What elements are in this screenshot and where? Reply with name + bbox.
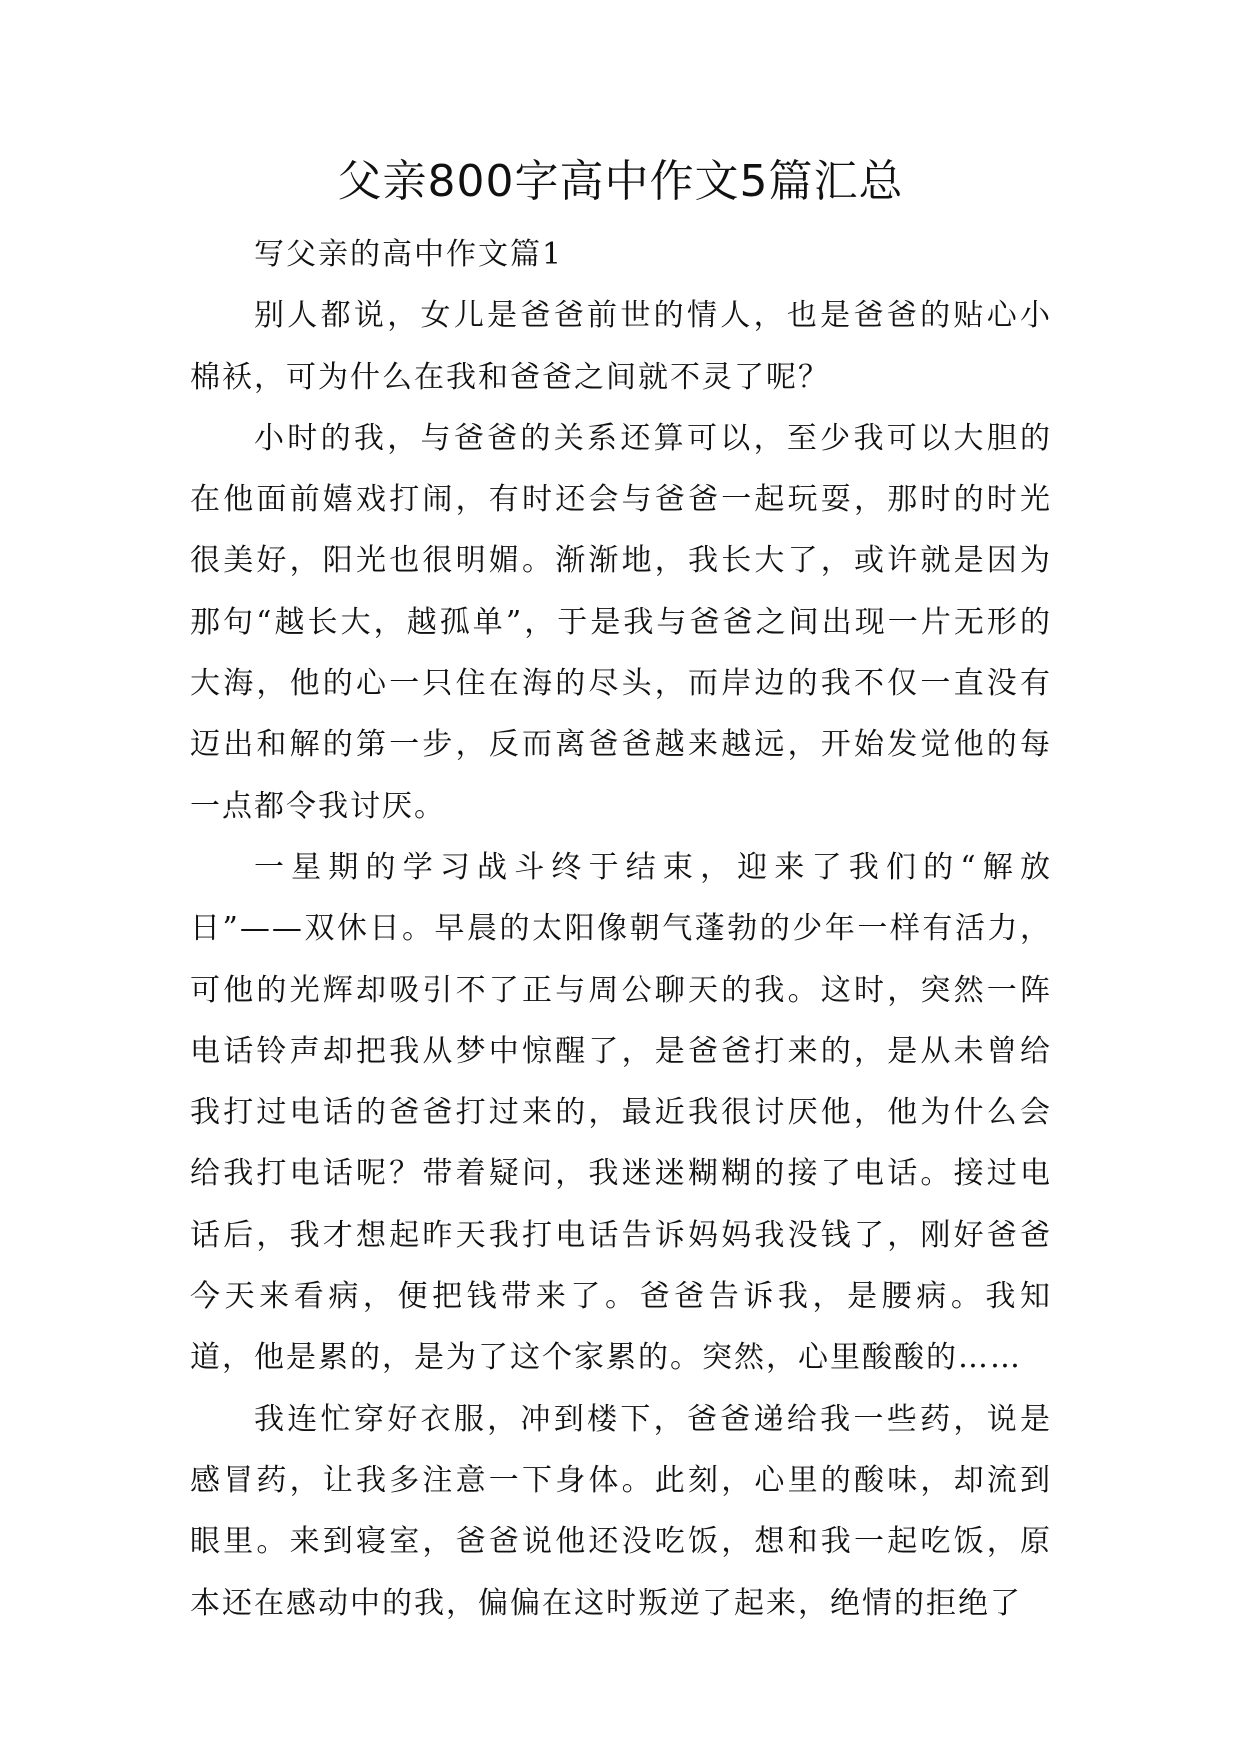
paragraph: 小时的我，与爸爸的关系还算可以，至少我可以大胆的在他面前嬉戏打闹，有时还会与爸爸一起玩耍，那时的时光很美好，阳光也很明媚。渐渐地，我长大了，或许就是因为那句“越长大，越孤单”，于是我与爸爸之间出现一片无形的大海，他的心一只住在海的尽头，而岸边的我不仅一直没有迈出和解的第一步，反而离爸爸越来越远，开始发觉他的每一点都令我讨厌。	[190, 420, 1052, 824]
section-heading: 写父亲的高中作文篇1	[254, 237, 564, 272]
paragraph: 我连忙穿好衣服，冲到楼下，爸爸递给我一些药，说是感冒药，让我多注意一下身体。此刻，心里的酸味，却流到眼里。来到寝室，爸爸说他还没吃饭，想和我一起吃饭，原本还在感动中的我，偏偏在这时叛逆了起来，绝情的拒绝了	[190, 1401, 1052, 1621]
document-body	[190, 224, 1052, 1634]
document-title: 父亲800字高中作文5篇汇总	[337, 156, 904, 207]
paragraph: 别人都说，女儿是爸爸前世的情人，也是爸爸的贴心小棉袄，可为什么在我和爸爸之间就不灵了呢？	[190, 298, 1052, 395]
paragraph: 一星期的学习战斗终于结束，迎来了我们的“解放日”——双休日。早晨的太阳像朝气蓬勃的少年一样有活力，可他的光辉却吸引不了正与周公聊天的我。这时，突然一阵电话铃声却把我从梦中惊醒了，是爸爸打来的，是从未曾给我打过电话的爸爸打过来的，最近我很讨厌他，他为什么会给我打电话呢？带着疑问，我迷迷糊糊的接了电话。接过电话后，我才想起昨天我打电话告诉妈妈我没钱了，刚好爸爸今天来看病，便把钱带来了。爸爸告诉我，是腰病。我知道，他是累的，是为了这个家累的。突然，心里酸酸的……	[190, 849, 1052, 1376]
